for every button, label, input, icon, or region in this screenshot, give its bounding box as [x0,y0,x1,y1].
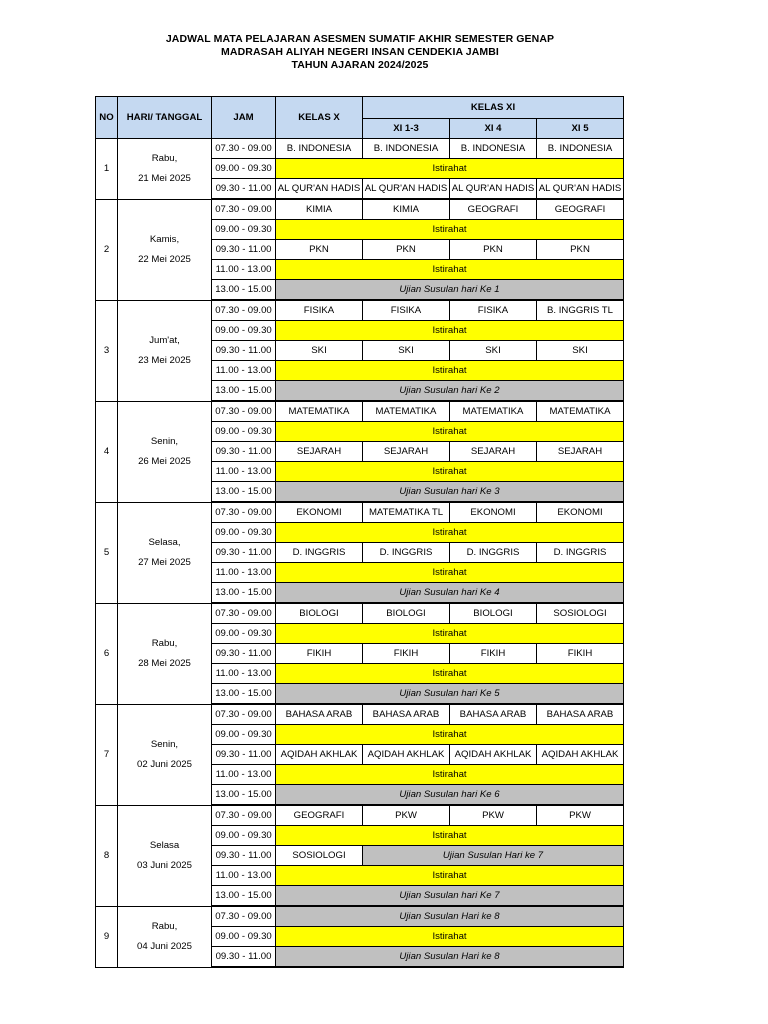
subject-cell: BAHASA ARAB [450,704,537,725]
time-slot: 13.00 - 15.00 [212,886,276,907]
subject-cell: SOSIOLOGI [276,846,363,866]
time-slot: 13.00 - 15.00 [212,583,276,604]
time-slot: 09.00 - 09.30 [212,523,276,543]
break-cell: Istirahat [276,826,624,846]
day-date: 26 Mei 2025 [138,455,191,467]
day-name: Rabu, [151,637,178,649]
schedule-row [96,502,624,523]
time-slot: 07.30 - 09.00 [212,199,276,220]
makeup-exam-cell: Ujian Susulan hari Ke 2 [276,381,624,402]
schedule-row [96,199,624,220]
subject-cell: SKI [450,341,537,361]
subject-cell: SEJARAH [363,442,450,462]
subject-cell: FISIKA [363,300,450,321]
schedule-row [96,704,624,725]
day-date: 27 Mei 2025 [138,556,191,568]
makeup-exam-cell: Ujian Susulan hari Ke 1 [276,280,624,301]
break-cell: Istirahat [276,765,624,785]
title-line-2: MADRASAH ALIYAH NEGERI INSAN CENDEKIA JAMBI [221,46,499,58]
header-xi-4: XI 4 [450,119,537,139]
day-name: Rabu, [151,152,178,164]
subject-cell: MATEMATIKA [363,401,450,422]
subject-cell: SEJARAH [276,442,363,462]
subject-cell: PKN [363,240,450,260]
day-date: 22 Mei 2025 [138,253,191,265]
title-line-1: JADWAL MATA PELAJARAN ASESMEN SUMATIF AKHIR SEMESTER GENAP [165,33,555,45]
subject-cell: FISIKA [450,300,537,321]
break-cell: Istirahat [276,624,624,644]
day-number: 8 [96,805,118,906]
time-slot: 09.00 - 09.30 [212,321,276,341]
time-slot: 09.00 - 09.30 [212,927,276,947]
time-slot: 07.30 - 09.00 [212,300,276,321]
day-number: 5 [96,502,118,603]
subject-cell: BIOLOGI [450,603,537,624]
subject-cell: PKN [537,240,624,260]
subject-cell: D. INGGRIS [450,543,537,563]
day-number: 2 [96,199,118,300]
subject-cell: EKONOMI [450,502,537,523]
makeup-exam-cell: Ujian Susulan hari Ke 3 [276,482,624,503]
subject-cell: PKW [450,805,537,826]
schedule-row [96,603,624,624]
break-cell: Istirahat [276,260,624,280]
time-slot: 09.00 - 09.30 [212,725,276,745]
subject-cell: AQIDAH AKHLAK [450,745,537,765]
time-slot: 09.30 - 11.00 [212,644,276,664]
time-slot: 07.30 - 09.00 [212,139,276,159]
break-cell: Istirahat [276,523,624,543]
time-slot: 13.00 - 15.00 [212,785,276,806]
time-slot: 09.30 - 11.00 [212,947,276,968]
day-name: Kamis, [149,233,180,245]
day-date: 28 Mei 2025 [138,657,191,669]
day-name: Jum'at, [149,334,180,346]
header-jam: JAM [212,97,276,139]
time-slot: 09.00 - 09.30 [212,220,276,240]
break-cell: Istirahat [276,664,624,684]
subject-cell: D. INGGRIS [363,543,450,563]
subject-cell: EKONOMI [276,502,363,523]
day-number: 9 [96,906,118,967]
subject-cell: MATEMATIKA TL [363,502,450,523]
subject-cell: FISIKA [276,300,363,321]
time-slot: 09.30 - 11.00 [212,240,276,260]
schedule-row [96,300,624,321]
time-slot: 09.30 - 11.00 [212,543,276,563]
time-slot: 11.00 - 13.00 [212,866,276,886]
subject-cell: PKN [450,240,537,260]
subject-cell: EKONOMI [537,502,624,523]
subject-cell: BAHASA ARAB [276,704,363,725]
subject-cell: AQIDAH AKHLAK [363,745,450,765]
break-cell: Istirahat [276,725,624,745]
subject-cell: B. INDONESIA [450,139,537,159]
subject-cell: GEOGRAFI [450,199,537,220]
day-name: Selasa [149,839,180,851]
schedule-body [96,139,624,968]
break-cell: Istirahat [276,866,624,886]
day-number: 6 [96,603,118,704]
break-cell: Istirahat [276,422,624,442]
break-cell: Istirahat [276,927,624,947]
time-slot: 07.30 - 09.00 [212,805,276,826]
time-slot: 11.00 - 13.00 [212,260,276,280]
time-slot: 13.00 - 15.00 [212,280,276,301]
header-kelas-xi: KELAS XI [363,97,624,119]
subject-cell: B. INDONESIA [276,139,363,159]
time-slot: 09.00 - 09.30 [212,826,276,846]
makeup-exam-cell: Ujian Susulan hari Ke 4 [276,583,624,604]
break-cell: Istirahat [276,361,624,381]
document-title-block [0,33,720,72]
subject-cell: SKI [537,341,624,361]
subject-cell: PKW [363,805,450,826]
day-date-cell [118,199,212,300]
header-kelas-x: KELAS X [276,97,363,139]
break-cell: Istirahat [276,159,624,179]
day-date-cell [118,502,212,603]
time-slot: 07.30 - 09.00 [212,603,276,624]
schedule-table [95,96,624,968]
subject-cell: AL QUR'AN HADIS [363,179,450,200]
day-date: 21 Mei 2025 [138,172,191,184]
title-line-3: TAHUN AJARAN 2024/2025 [291,59,429,71]
break-cell: Istirahat [276,220,624,240]
makeup-exam-cell: Ujian Susulan hari Ke 5 [276,684,624,705]
subject-cell: PKN [276,240,363,260]
day-number: 4 [96,401,118,502]
header-xi-1-3: XI 1-3 [363,119,450,139]
makeup-exam-cell: Ujian Susulan hari Ke 6 [276,785,624,806]
subject-cell: B. INGGRIS TL [537,300,624,321]
makeup-exam-cell: Ujian Susulan Hari ke 8 [276,947,624,968]
break-cell: Istirahat [276,462,624,482]
time-slot: 11.00 - 13.00 [212,462,276,482]
subject-cell: KIMIA [363,199,450,220]
subject-cell: SEJARAH [450,442,537,462]
day-date: 02 Juni 2025 [137,758,192,770]
subject-cell: FIKIH [450,644,537,664]
subject-cell: SOSIOLOGI [537,603,624,624]
break-cell: Istirahat [276,563,624,583]
time-slot: 07.30 - 09.00 [212,401,276,422]
time-slot: 13.00 - 15.00 [212,684,276,705]
subject-cell: FIKIH [363,644,450,664]
subject-cell: PKW [537,805,624,826]
time-slot: 07.30 - 09.00 [212,502,276,523]
time-slot: 11.00 - 13.00 [212,765,276,785]
subject-cell: B. INDONESIA [363,139,450,159]
subject-cell: B. INDONESIA [537,139,624,159]
subject-cell: GEOGRAFI [276,805,363,826]
subject-cell: D. INGGRIS [276,543,363,563]
time-slot: 11.00 - 13.00 [212,664,276,684]
break-cell: Istirahat [276,321,624,341]
subject-cell: AQIDAH AKHLAK [537,745,624,765]
header-hari-tanggal: HARI/ TANGGAL [118,97,212,139]
day-number: 3 [96,300,118,401]
subject-cell: D. INGGRIS [537,543,624,563]
time-slot: 09.30 - 11.00 [212,442,276,462]
day-name: Rabu, [151,920,178,932]
subject-cell: BAHASA ARAB [363,704,450,725]
time-slot: 09.00 - 09.30 [212,624,276,644]
day-date-cell [118,300,212,401]
subject-cell: AL QUR'AN HADIS [537,179,624,200]
day-date-cell [118,704,212,805]
subject-cell: MATEMATIKA [276,401,363,422]
time-slot: 09.00 - 09.30 [212,159,276,179]
schedule-row [96,906,624,927]
time-slot: 07.30 - 09.00 [212,906,276,927]
makeup-exam-cell: Ujian Susulan hari Ke 7 [276,886,624,907]
day-date-cell [118,906,212,967]
day-name: Senin, [150,435,179,447]
day-number: 1 [96,139,118,200]
time-slot: 09.00 - 09.30 [212,422,276,442]
day-date-cell [118,401,212,502]
makeup-exam-cell: Ujian Susulan Hari ke 7 [363,846,624,866]
subject-cell: SKI [276,341,363,361]
subject-cell: BIOLOGI [363,603,450,624]
subject-cell: SKI [363,341,450,361]
day-date-cell [118,805,212,906]
day-date-cell [118,139,212,200]
subject-cell: FIKIH [537,644,624,664]
subject-cell: SEJARAH [537,442,624,462]
subject-cell: MATEMATIKA [537,401,624,422]
time-slot: 11.00 - 13.00 [212,563,276,583]
time-slot: 09.30 - 11.00 [212,179,276,200]
time-slot: 11.00 - 13.00 [212,361,276,381]
time-slot: 09.30 - 11.00 [212,341,276,361]
schedule-row [96,139,624,159]
header-xi-5: XI 5 [537,119,624,139]
time-slot: 07.30 - 09.00 [212,704,276,725]
subject-cell: FIKIH [276,644,363,664]
header-no: NO [96,97,118,139]
makeup-exam-cell: Ujian Susulan Hari ke 8 [276,906,624,927]
day-date: 04 Juni 2025 [137,940,192,952]
subject-cell: BAHASA ARAB [537,704,624,725]
day-date-cell [118,603,212,704]
time-slot: 09.30 - 11.00 [212,846,276,866]
day-date: 23 Mei 2025 [138,354,191,366]
subject-cell: BIOLOGI [276,603,363,624]
subject-cell: AL QUR'AN HADIS [276,179,363,200]
schedule-row [96,805,624,826]
time-slot: 09.30 - 11.00 [212,745,276,765]
day-number: 7 [96,704,118,805]
schedule-row [96,401,624,422]
time-slot: 13.00 - 15.00 [212,482,276,503]
day-name: Selasa, [148,536,181,548]
time-slot: 13.00 - 15.00 [212,381,276,402]
day-date: 03 Juni 2025 [137,859,192,871]
subject-cell: MATEMATIKA [450,401,537,422]
day-name: Senin, [150,738,179,750]
subject-cell: AQIDAH AKHLAK [276,745,363,765]
subject-cell: GEOGRAFI [537,199,624,220]
subject-cell: AL QUR'AN HADIS [450,179,537,200]
subject-cell: KIMIA [276,199,363,220]
